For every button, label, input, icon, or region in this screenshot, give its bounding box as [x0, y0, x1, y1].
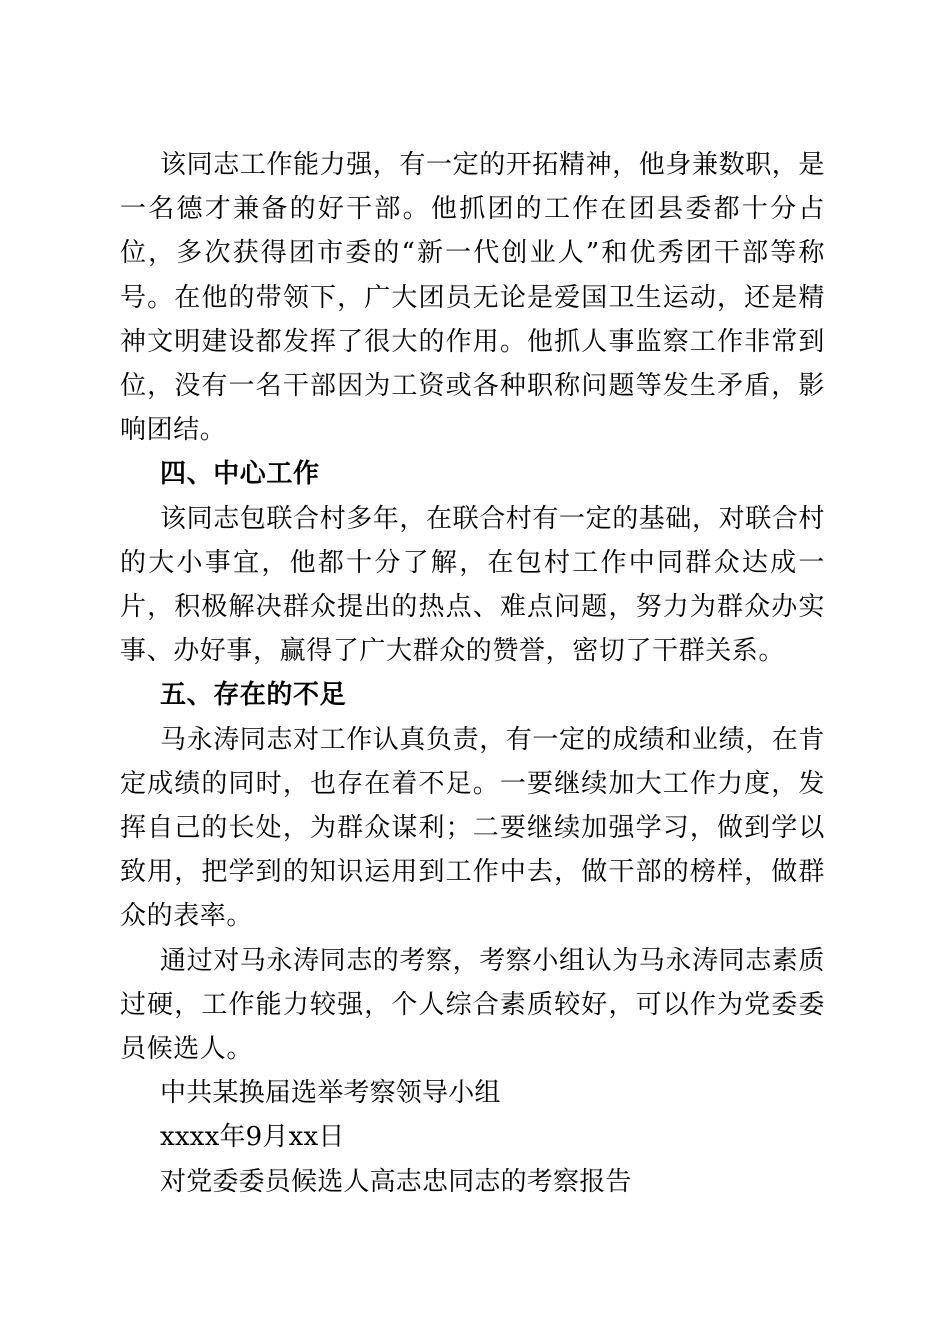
section-heading-shortcomings: 五、存在的不足 [160, 680, 347, 711]
date-line: xxxx年9月xx日 [160, 1122, 345, 1153]
paragraph-conclusion: 通过对马永涛同志的考察，考察小组认为马永涛同志素质过硬，工作能力较强，个人综合素质较好，可以作为党委委员候选人。 [120, 945, 826, 1065]
paragraph-shortcomings: 马永涛同志对工作认真负责，有一定的成绩和业绩，在肯定成绩的同时，也存在着不足。一要继续加大工作力度，发挥自己的长处，为群众谋利；二要继续加强学习，做到学以致用，把学到的知识运用到工作中去，做干部的榜样，做群众的表率。 [120, 724, 826, 932]
paragraph-central-work: 该同志包联合村多年，在联合村有一定的基础，对联合村的大小事宜，他都十分了解，在包村工作中同群众达成一片，积极解决群众提出的热点、难点问题，努力为群众办实事、办好事，赢得了广大群众的赞誉，密切了干群关系。 [120, 503, 826, 667]
section-heading-central-work: 四、中心工作 [160, 459, 320, 490]
next-report-title: 对党委委员候选人高志忠同志的考察报告 [160, 1166, 632, 1197]
signature-line: 中共某换届选举考察领导小组 [160, 1078, 501, 1109]
paragraph-performance: 该同志工作能力强，有一定的开拓精神，他身兼数职，是一名德才兼备的好干部。他抓团的工作在团县委都十分占位，多次获得团市委的“新一代创业人”和优秀团干部等称号。在他的带领下，广大团员无论是爱国卫生运动，还是精神文明建设都发挥了很大的作用。他抓人事监察工作非常到位，没有一名干部因为工资或各种职称问题等发生矛盾，影响团结。 [120, 150, 826, 446]
document-body [120, 143, 825, 1204]
